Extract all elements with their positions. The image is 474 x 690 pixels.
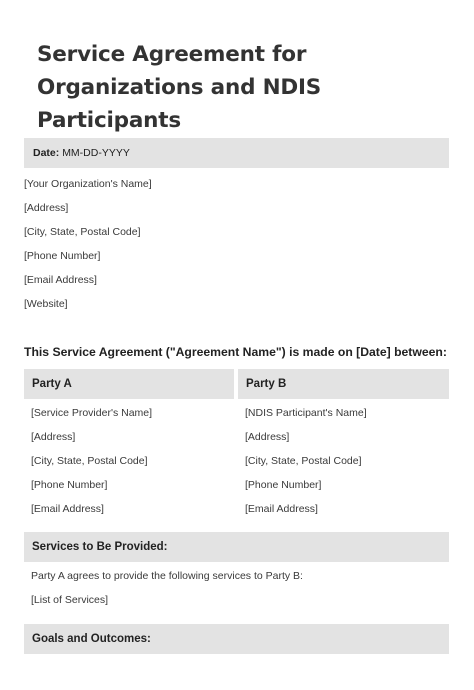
date-label: Date: <box>33 147 60 159</box>
date-bar <box>24 138 449 168</box>
party-a-name: [Service Provider's Name] <box>31 407 153 419</box>
goals-heading: Goals and Outcomes: <box>24 624 449 654</box>
party-a-address: [Address] <box>31 431 76 443</box>
org-phone: [Phone Number] <box>24 250 101 262</box>
party-b-heading: Party B <box>238 369 449 399</box>
party-a-phone: [Phone Number] <box>31 479 108 491</box>
party-b-city-state-postal: [City, State, Postal Code] <box>245 455 362 467</box>
party-a-details <box>31 403 152 523</box>
org-city-state-postal: [City, State, Postal Code] <box>24 226 141 238</box>
services-heading: Services to Be Provided: <box>24 532 449 562</box>
services-list-placeholder: [List of Services] <box>31 594 109 606</box>
party-b-name: [NDIS Participant's Name] <box>245 407 367 419</box>
party-a-city-state-postal: [City, State, Postal Code] <box>31 455 148 467</box>
party-b-phone: [Phone Number] <box>245 479 322 491</box>
party-a-heading: Party A <box>24 369 234 399</box>
party-b-email: [Email Address] <box>245 503 318 515</box>
services-intro-text: Party A agrees to provide the following services to Party B: <box>31 570 303 582</box>
services-details <box>31 566 303 614</box>
date-value: MM-DD-YYYY <box>62 147 130 159</box>
agreement-intro: This Service Agreement ("Agreement Name") is made on [Date] between: <box>24 345 447 359</box>
organization-details <box>24 174 152 318</box>
org-email: [Email Address] <box>24 274 97 286</box>
party-b-address: [Address] <box>245 431 290 443</box>
page-title: Service Agreement for Organizations and NDIS Participants <box>37 42 322 133</box>
org-website: [Website] <box>24 298 68 310</box>
party-a-email: [Email Address] <box>31 503 104 515</box>
org-address: [Address] <box>24 202 69 214</box>
org-name: [Your Organization's Name] <box>24 178 152 190</box>
party-b-details <box>245 403 367 523</box>
